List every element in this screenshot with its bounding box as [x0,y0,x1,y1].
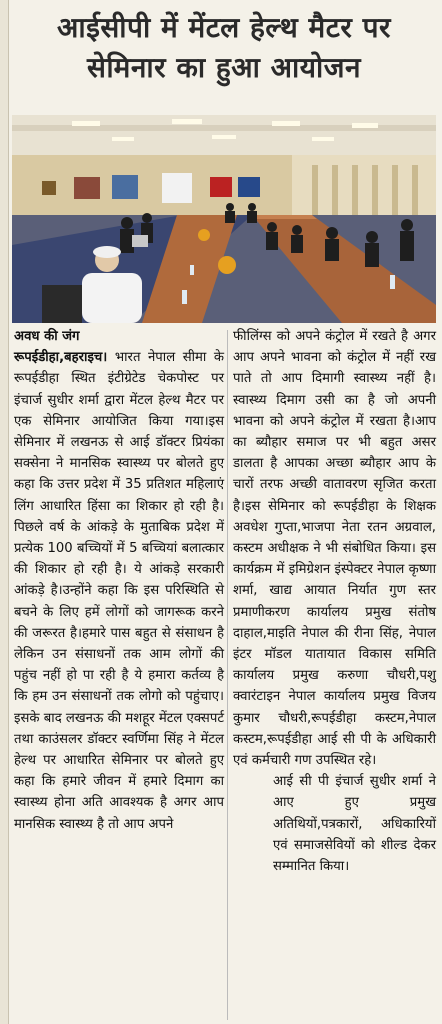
page-fold-edge [0,0,9,1024]
article-paragraph-1 [14,347,224,835]
dateline: रूपईडीहा,बहराइच। [14,350,108,366]
article-body-left: भारत नेपाल सीमा के रूपईडीहा स्थित इंटीग्रेटेड चेकपोस्ट पर इंचार्ज सुधीर शर्मा द्वारा मेंटल हेल्थ मैटर पर एक सेमिनार आयोजित किया गया।इस सेमिनार में लखनऊ से आई डॉक्टर प्रियंका सक्सेना ने मानसिक स्वास्थ्य पर बोलते हुए कहा कि उत्तर प्रदेश में 35 प्रतिशत महिलाएं लिंग आधारित हिंसा का शिकार हो रही है। पिछले वर्ष के आंकड़े के मुताबिक प्रदेश में प्रत्येक 100 बच्चियों में 5 बच्चियां बलात्कार की शिकार हो रही है। ये आंकड़े सरकारी आंकड़े है।उन्होंने कहा कि इस परिस्थिति से बचने के लिए हमें लोगों को जागरूक करने की जरूरत है।हमारे पास बहुत से संसाधन है लेकिन उन संसाधनों तक आम लोगों की पहुंच नहीं हो पा रही है ये हमारा कर्तव्य है कि हम उन संसाधनों तक लोगो को पहुंचाए।इसके बाद लखनऊ की मशहूर मेंटल एक्सपर्ट तथा काउंसलर डॉक्टर स्वर्णिमा सिंह ने मेंटल हेल्थ पर आधारित सेमिनार पर बोलते हुए कहा कि हमारे जीवन में हमारे दिमाग का स्वास्थ्य होना अति आवश्यक है अगर आप मानसिक स्वास्थ्य है तो आप अपने [14,350,224,832]
headline [12,8,436,88]
closing-text: आई सी पी इंचार्ज सुधीर शर्मा ने आए हुए प्रमुख अतिथियों,पत्रकारों, अधिकारियों एवं समाजसेवियों को शील्ड देकर सम्मानित किया। [273,774,436,875]
article-column-right [233,326,436,877]
article-column-left [14,326,224,835]
headline-line-1: आईसीपी में मेंटल हेल्थ मैटर पर [57,11,391,44]
article-closing-paragraph [233,771,436,877]
article-body-right: फीलिंग्स को अपने कंट्रोल में रखते है अगर आप अपने भावना को कंट्रोल में नहीं रख पाते तो आप दिमागी स्वास्थ्य नहीं है।स्वास्थ्य दिमाग उसी का है जो अपनी भावना को अपने कंट्रोल में रखता है।आप का ब्यौहार समाज पर भी बहुत असर डालता है आपका अच्छा ब्यौहार आप के चारों तरफ अच्छी वातावरण सृजित करता है।इस सेमिनार को रूपईडीहा के शिक्षक अवधेश गुप्ता,भाजपा नेता रतन अग्रवाल, कस्टम अधीक्षक ने भी संबोधित किया। इस कार्यक्रम में इमिग्रेशन इंस्पेक्टर नेपाल कृष्णा शर्मा, खाद्य आयात निर्यात गुण स्तर प्रमाणीकरण कार्यालय प्रमुख संतोष दाहाल,माइति नेपाल की रीना सिंह, नेपाल इंटर मॉडल यातायात विकास समिति कार्यालय प्रमुख करुणा चौधरी,पशु क्वारंटाइन नेपाल कार्यालय प्रमुख विजय कुमार चौधरी,रूपईडीहा कस्टम,नेपाल कस्टम,रूपईडीहा आई सी पी के अधिकारी एवं कर्मचारी गण उपस्थित रहे। [233,329,436,769]
headline-line-2: सेमिनार का हुआ आयोजन [86,51,362,84]
byline: अवध की जंग [14,329,80,344]
seminar-photo [12,115,436,323]
column-divider [227,330,228,1020]
